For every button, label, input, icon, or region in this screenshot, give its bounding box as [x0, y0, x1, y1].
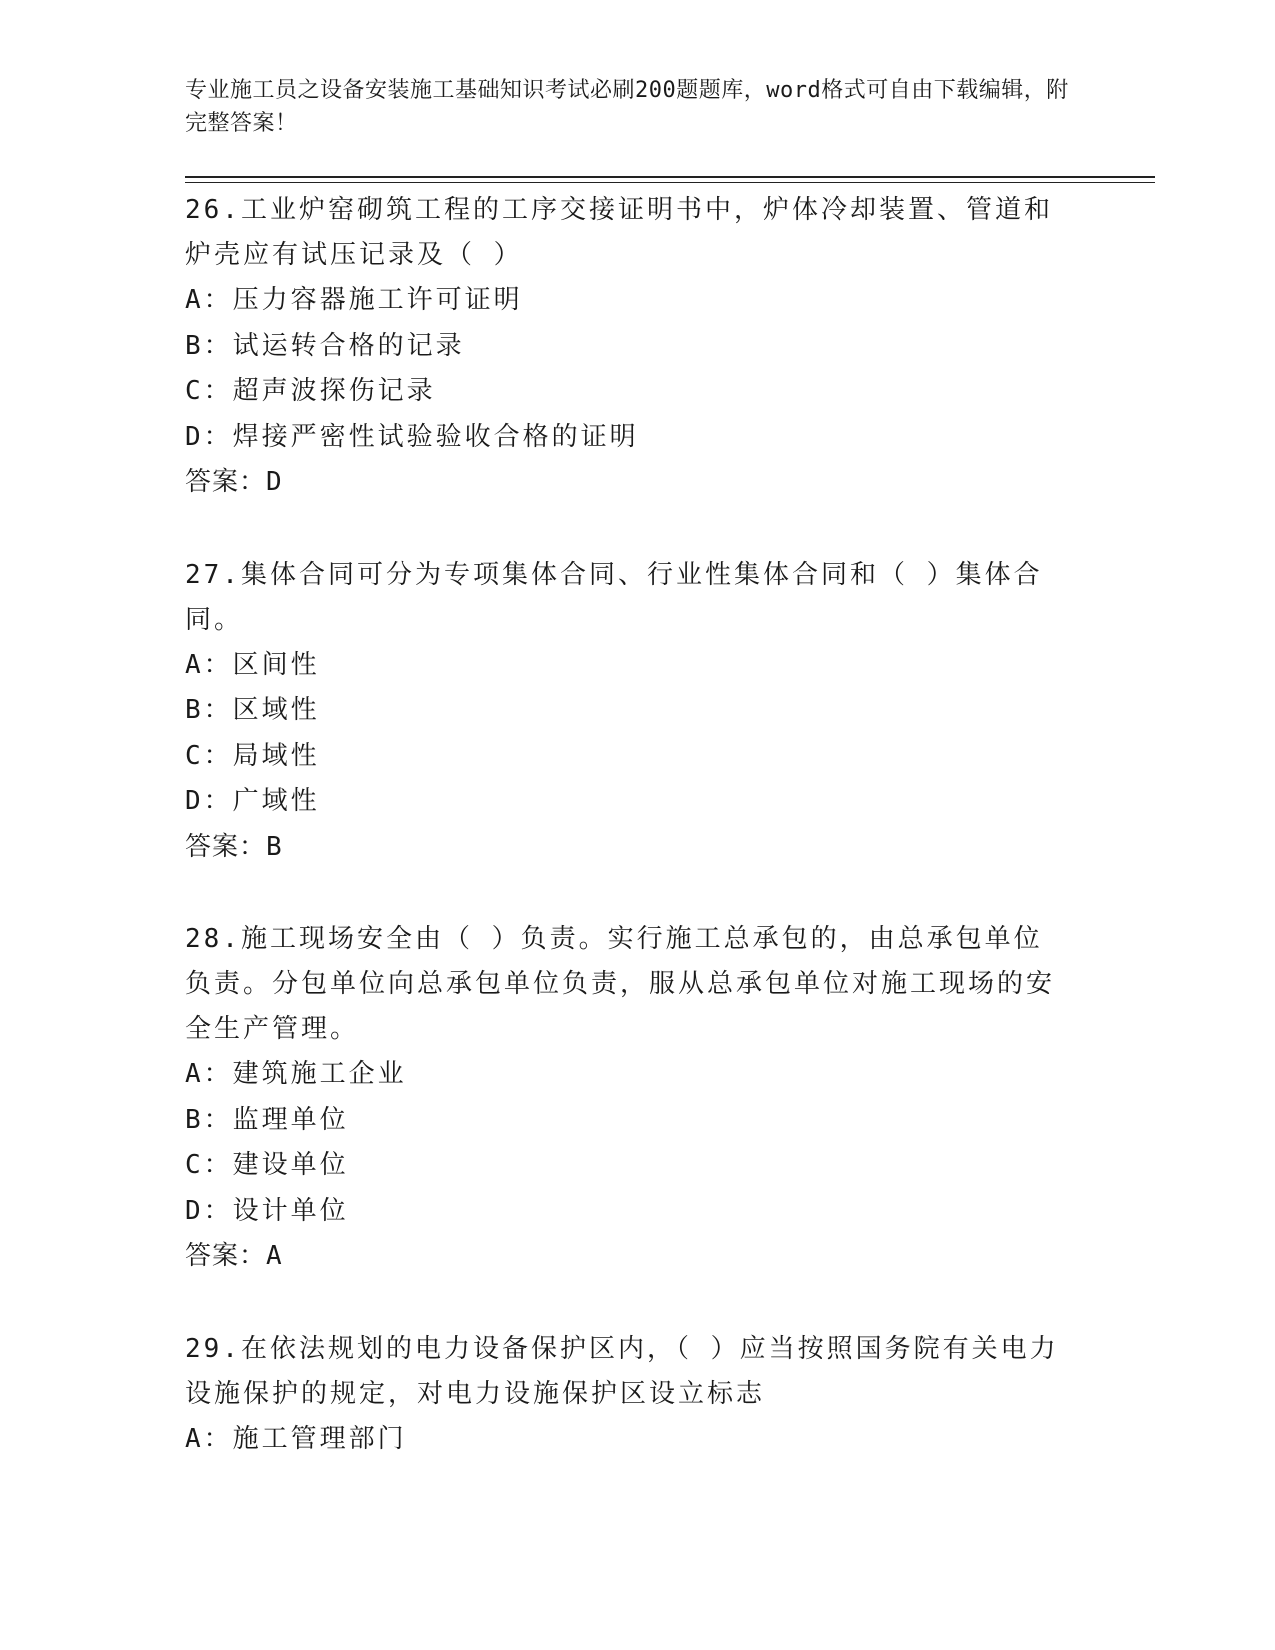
header-rule-thin: [185, 182, 1155, 183]
question-gap: [185, 506, 1065, 553]
option-d: D：焊接严密性试验验收合格的证明: [185, 421, 639, 452]
option-a: A：建筑施工企业: [185, 1059, 407, 1089]
option-b: B：试运转合格的记录: [185, 330, 465, 361]
option-b: B：监理单位: [185, 1104, 349, 1135]
option-c: C：局域性: [185, 740, 320, 771]
option-c: C：超声波探伤记录: [185, 376, 436, 406]
answer-line: 答案：A: [185, 1241, 283, 1271]
answer-line: 答案：D: [185, 467, 283, 497]
question-list: [185, 188, 1065, 1462]
document-page: [185, 0, 1155, 1650]
question-28: [185, 917, 1065, 1280]
question-27: [185, 553, 1065, 871]
option-b: B：区域性: [185, 695, 320, 725]
option-a: A：区间性: [185, 649, 320, 680]
header-rule-thick: [185, 176, 1155, 178]
question-26: [185, 188, 1065, 506]
question-stem: 27.集体合同可分为专项集体合同、行业性集体合同和（ ）集体合同。: [185, 559, 1043, 635]
question-gap: [185, 1280, 1065, 1327]
option-d: D：广域性: [185, 786, 320, 816]
option-d: D：设计单位: [185, 1195, 349, 1226]
question-stem: 29.在依法规划的电力设备保护区内，（ ）应当按照国务院有关电力设施保护的规定，对电力设施保护区设立标志: [185, 1333, 1059, 1409]
question-gap: [185, 870, 1065, 917]
option-c: C：建设单位: [185, 1150, 349, 1180]
question-stem: 28.施工现场安全由（ ）负责。实行施工总承包的，由总承包单位负责。分包单位向总承包单位负责，服从总承包单位对施工现场的安全生产管理。: [185, 924, 1056, 1044]
question-stem: 26.工业炉窑砌筑工程的工序交接证明书中，炉体冷却装置、管道和炉壳应有试压记录及（ ）: [185, 195, 1053, 270]
question-29: [185, 1327, 1065, 1463]
answer-line: 答案：B: [185, 831, 283, 862]
document-header: 专业施工员之设备安装施工基础知识考试必刷200题题库，word格式可自由下载编辑，附完整答案！: [185, 78, 1069, 136]
option-a: A：压力容器施工许可证明: [185, 285, 523, 315]
option-a: A：施工管理部门: [185, 1423, 407, 1454]
